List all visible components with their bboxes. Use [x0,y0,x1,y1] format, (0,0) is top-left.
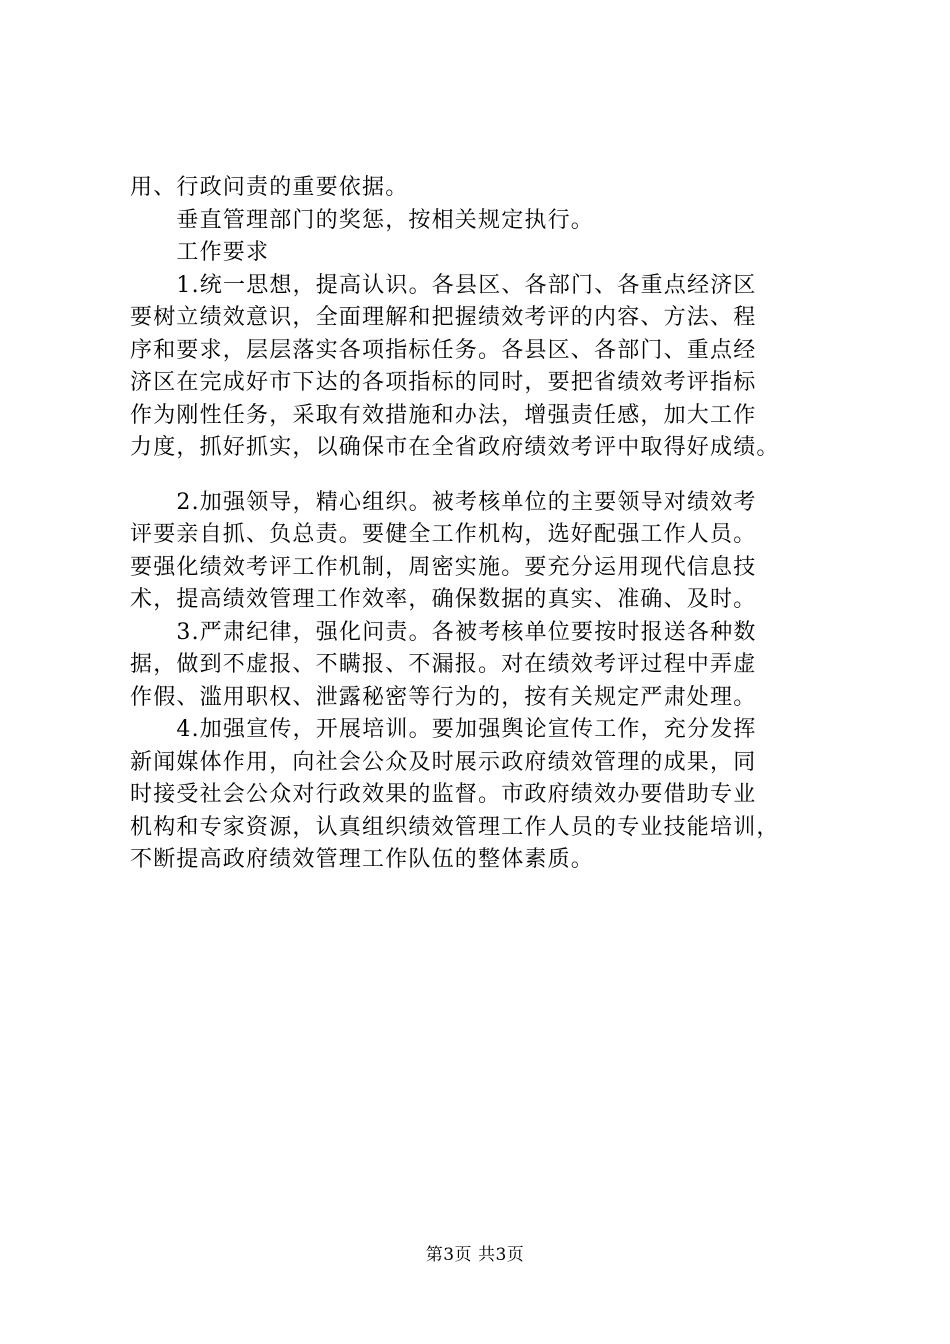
page-number-label: 第3页 共3页 [425,1245,525,1265]
text-line: 工作要求 [130,240,270,265]
text-line: 时接受社会公众对行政效果的监督。市政府绩效办要借助专业 [130,782,757,807]
text-line: 不断提高政府绩效管理工作队伍的整体素质。 [130,847,595,872]
text-line: 要强化绩效考评工作机制，周密实施。要充分运用现代信息技 [130,554,757,580]
text-line: 术，提高绩效管理工作效率，确保数据的真实、准确、及时。 [130,587,757,612]
paragraph-gap [130,465,830,487]
text-line: 垂直管理部门的奖惩，按相关规定执行。 [130,207,595,233]
text-line: 序和要求，层层落实各项指标任务。各县区、各部门、重点经 [130,337,757,363]
text-line: 济区在完成好市下达的各项指标的同时，要把省绩效考评指标 [130,370,757,395]
text-line: 新闻媒体作用，向社会公众及时展示政府绩效管理的成果，同 [130,749,757,775]
text-line: 力度，抓好抓实，以确保市在全省政府绩效考评中取得好成绩。 [130,435,780,460]
text-line: 用、行政问责的重要依据。 [130,175,409,200]
text-line: 要树立绩效意识，全面理解和把握绩效考评的内容、方法、程 [130,305,757,330]
text-line: 据，做到不虚报、不瞒报、不漏报。对在绩效考评过程中弄虚 [130,652,757,677]
text-line: 评要亲自抓、负总责。要健全工作机构，选好配强工作人员。 [130,522,757,547]
text-line: 1.统一思想，提高认识。各县区、各部门、各重点经济区 [130,272,757,298]
text-line: 3.严肃纪律，强化问责。各被考核单位要按时报送各种数 [130,619,757,645]
text-line: 机构和专家资源，认真组织绩效管理工作人员的专业技能培训， [130,814,780,840]
page-footer [0,1240,950,1265]
text-line: 4.加强宣传，开展培训。要加强舆论宣传工作，充分发挥 [130,717,757,742]
text-line: 作为刚性任务，采取有效措施和办法，增强责任感，加大工作 [130,402,757,428]
text-line: 作假、滥用职权、泄露秘密等行为的，按有关规定严肃处理。 [130,684,757,710]
document-body [130,172,830,877]
text-line: 2.加强领导，精心组织。被考核单位的主要领导对绩效考 [130,489,757,515]
